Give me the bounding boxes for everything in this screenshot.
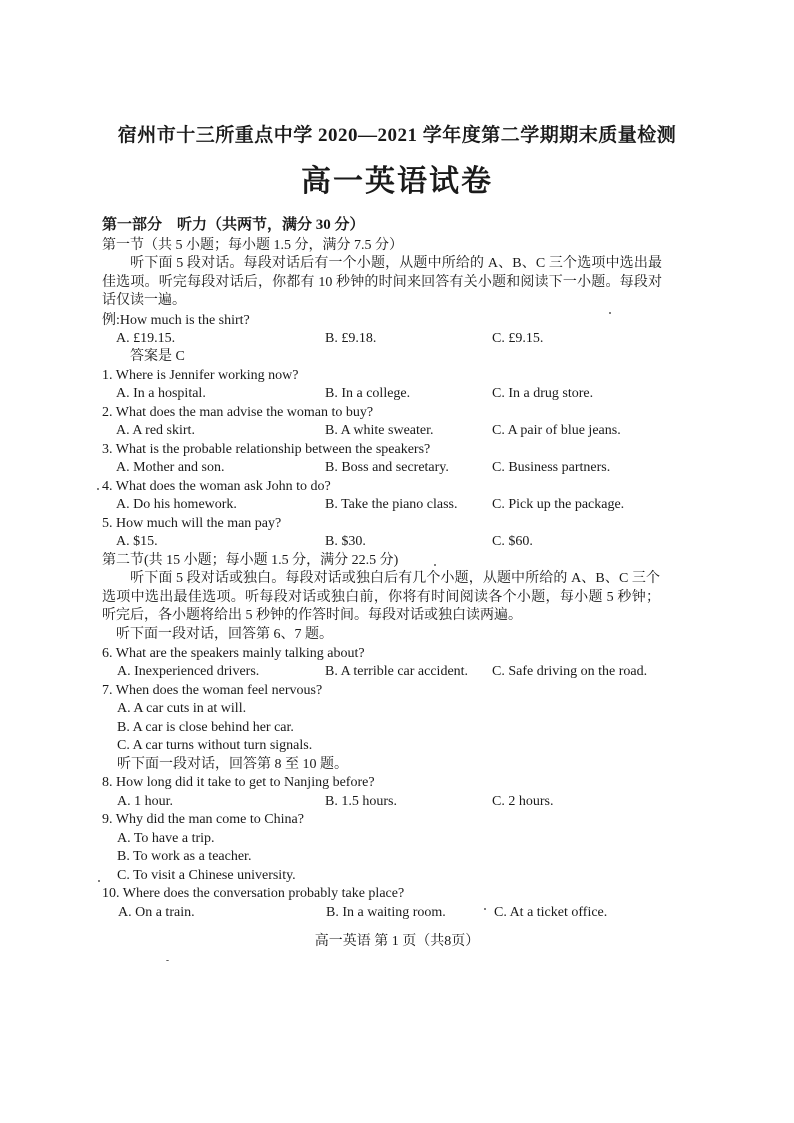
option-c: C. At a ticket office.	[494, 905, 608, 920]
example-answer: 答案是 C	[130, 349, 185, 364]
option-a: A. A red skirt.	[116, 423, 195, 438]
question-9	[0, 811, 794, 830]
question-2	[0, 404, 794, 423]
note-8-10: 听下面一段对话，回答第 8 至 10 题。	[117, 757, 348, 772]
section2-instructions	[102, 570, 660, 626]
option-c: C. To visit a Chinese university.	[117, 868, 296, 883]
option-a: A. Mother and son.	[116, 460, 225, 475]
option-a: A. Inexperienced drivers.	[117, 664, 260, 679]
scan-speck	[484, 908, 486, 910]
example-options	[0, 330, 794, 349]
question-7-option-b	[0, 719, 794, 738]
question-5-options	[0, 533, 794, 552]
option-b: B. In a college.	[325, 386, 411, 401]
note-8-10-line	[0, 756, 794, 775]
option-b: B. A white sweater.	[325, 423, 434, 438]
scan-speck	[98, 880, 100, 882]
scan-speck	[166, 960, 169, 961]
option-c: C. In a drug store.	[492, 386, 594, 401]
question-6-options	[0, 663, 794, 682]
example-option-b: B. £9.18.	[325, 331, 377, 346]
question-text: 9. Why did the man come to China?	[102, 812, 304, 827]
question-1-options	[0, 385, 794, 404]
section1-heading: 第一节（共 5 小题；每小题 1.5 分，满分 7.5 分）	[102, 238, 403, 253]
question-text: 7. When does the woman feel nervous?	[102, 683, 323, 698]
section1-instructions-text: 听下面 5 段对话。每段对话后有一个小题，从题中所给的 A、B、C 三个选项中选出最佳选项。听完每段对话后，你都有 10 秒钟的时间来回答有关小题和阅读下一小题。每段对话仅读一遍。	[102, 256, 662, 309]
question-7-option-c	[0, 737, 794, 756]
question-text: 4. What does the woman ask John to do?	[102, 479, 331, 494]
question-9-option-b	[0, 848, 794, 867]
question-text: 6. What are the speakers mainly talking about?	[102, 646, 365, 661]
option-b: B. In a waiting room.	[326, 905, 446, 920]
example-option-a: A. £19.15.	[116, 331, 176, 346]
note-6-7-line	[0, 626, 794, 645]
option-c: C. Pick up the package.	[492, 497, 625, 512]
section2-heading: 第二节(共 15 小题；每小题 1.5 分，满分 22.5 分)	[102, 553, 399, 568]
question-text: 2. What does the man advise the woman to buy?	[102, 405, 374, 420]
option-c: C. Business partners.	[492, 460, 611, 475]
question-1	[0, 367, 794, 386]
scan-speck	[97, 488, 99, 490]
option-a: A. In a hospital.	[116, 386, 206, 401]
section1-heading-line	[0, 237, 794, 256]
option-b: B. $30.	[325, 534, 366, 549]
question-8	[0, 774, 794, 793]
question-7-option-a	[0, 700, 794, 719]
part1-heading: 第一部分 听力（共两节，满分 30 分）	[102, 217, 365, 233]
question-text: 10. Where does the conversation probably take place?	[102, 886, 405, 901]
question-6	[0, 645, 794, 664]
option-a: A. $15.	[116, 534, 158, 549]
option-b: B. To work as a teacher.	[117, 849, 252, 864]
question-text: 1. Where is Jennifer working now?	[102, 368, 299, 383]
option-b: B. Take the piano class.	[325, 497, 458, 512]
question-10-options	[0, 904, 794, 923]
question-7	[0, 682, 794, 701]
section2-instructions-text: 听下面 5 段对话或独白。每段对话或独白后有几个小题，从题中所给的 A、B、C 三个选项中选出最佳选项。听每段对话或独白前，你将有时间阅读各个小题，每小题 5 秒钟；听完后，各小题将给出 5 秒钟的作答时间。每段对话或独白读两遍。	[102, 571, 660, 624]
question-text: 5. How much will the man pay?	[102, 516, 282, 531]
question-8-options	[0, 793, 794, 812]
option-a: A. 1 hour.	[117, 794, 173, 809]
example-answer-line	[0, 348, 794, 367]
option-b: B. 1.5 hours.	[325, 794, 397, 809]
note-6-7: 听下面一段对话，回答第 6、7 题。	[116, 627, 333, 642]
option-c: C. 2 hours.	[492, 794, 554, 809]
option-c: C. $60.	[492, 534, 533, 549]
option-b: B. A terrible car accident.	[325, 664, 469, 679]
question-3-options	[0, 459, 794, 478]
option-a: A. A car cuts in at will.	[117, 701, 247, 716]
question-9-option-a	[0, 830, 794, 849]
option-a: A. On a train.	[118, 905, 195, 920]
example-question: 例:How much is the shirt?	[102, 313, 250, 328]
school-heading: 宿州市十三所重点中学 2020—2021 学年度第二学期期末质量检测	[117, 125, 677, 146]
question-4	[0, 478, 794, 497]
question-9-option-c	[0, 867, 794, 886]
part1-heading-line	[0, 216, 794, 235]
question-5	[0, 515, 794, 534]
scan-speck	[434, 564, 436, 566]
scan-speck	[609, 312, 611, 314]
section1-instructions	[102, 255, 662, 311]
question-10	[0, 885, 794, 904]
example-option-c: C. £9.15.	[492, 331, 544, 346]
section2-heading-line	[0, 552, 794, 571]
option-a: A. To have a trip.	[117, 831, 215, 846]
question-3	[0, 441, 794, 460]
question-text: 3. What is the probable relationship between the speakers?	[102, 442, 431, 457]
option-c: C. Safe driving on the road.	[492, 664, 648, 679]
option-c: C. A car turns without turn signals.	[117, 738, 313, 753]
page-title: 高一英语试卷	[301, 165, 493, 198]
question-4-options	[0, 496, 794, 515]
option-a: A. Do his homework.	[116, 497, 237, 512]
example-question-line	[0, 312, 794, 331]
question-text: 8. How long did it take to get to Nanjing before?	[102, 775, 375, 790]
option-b: B. A car is close behind her car.	[117, 720, 294, 735]
option-c: C. A pair of blue jeans.	[492, 423, 621, 438]
question-2-options	[0, 422, 794, 441]
option-b: B. Boss and secretary.	[325, 460, 449, 475]
page-footer: 高一英语 第 1 页（共8页）	[314, 934, 480, 949]
